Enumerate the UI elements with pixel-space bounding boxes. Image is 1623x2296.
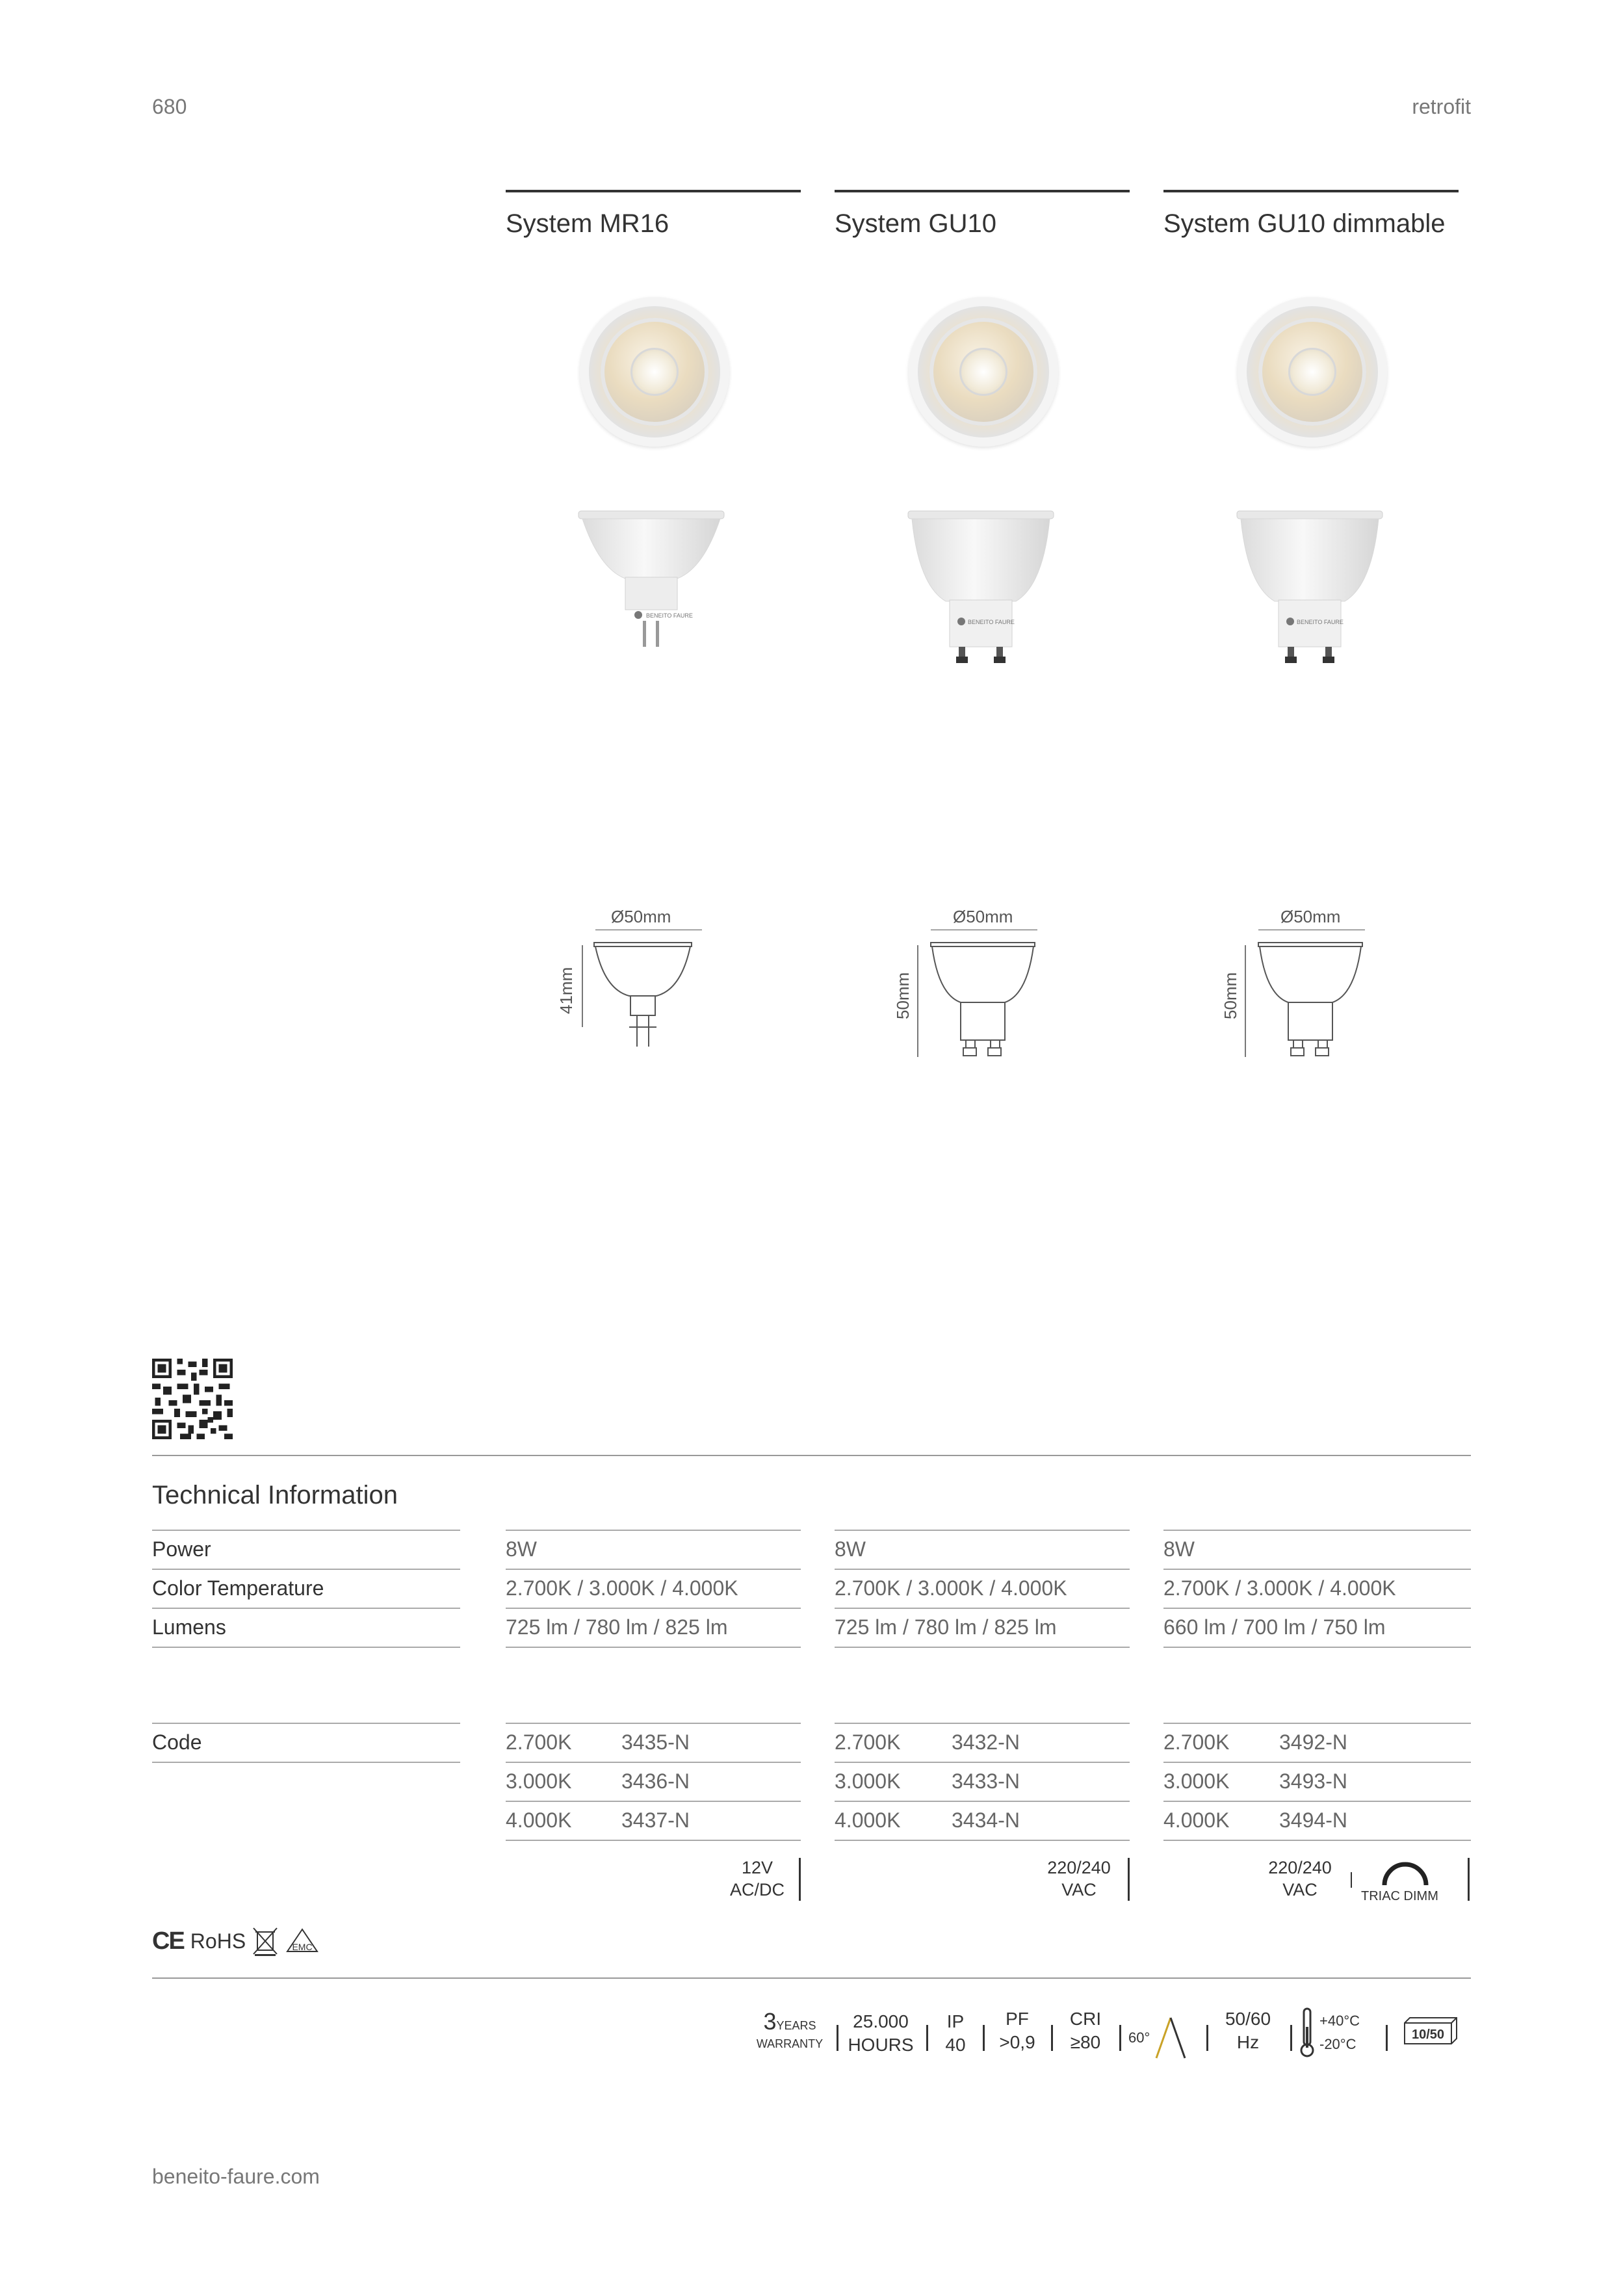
diameter-label-gu10-dimmable: Ø50mm — [1280, 907, 1341, 926]
code-row-mr16-4000: 4.000K 3437-N — [506, 1801, 801, 1840]
footer-url[interactable]: beneito-faure.com — [152, 2165, 320, 2188]
dimmer-icon — [1379, 1858, 1431, 1890]
code-row-mr16-2700: 2.700K 3435-N — [506, 1723, 801, 1762]
height-label-mr16: 41mm — [556, 967, 576, 1014]
dimension-drawing-mr16 — [578, 930, 702, 1066]
value-power-mr16: 8W — [506, 1530, 801, 1569]
dimension-drawing-gu10 — [910, 930, 1040, 1066]
value-power-gu10-dimmable: 8W — [1163, 1530, 1471, 1569]
operating-temperature-spec: +40°C -20°C — [1300, 2007, 1378, 2058]
lamp-side-view-mr16 — [573, 507, 736, 657]
rohs-mark: RoHS — [190, 1929, 246, 1953]
dimming-label: TRIAC DIMM — [1361, 1889, 1438, 1903]
qr-code-icon[interactable] — [152, 1359, 233, 1439]
lifetime-hours-spec: 25.000 HOURS — [848, 2011, 914, 2055]
height-label-gu10: 50mm — [893, 972, 913, 1019]
svg-text:10/50: 10/50 — [1411, 2028, 1445, 2042]
lamp-brand-text: BENEITO FAURE — [646, 612, 693, 619]
label-lumens: Lumens — [152, 1608, 460, 1647]
code-row-gu10-dimmable-4000: 4.000K 3494-N — [1163, 1801, 1471, 1840]
beam-angle-icon — [1152, 2015, 1189, 2061]
lamp-brand-text: BENEITO FAURE — [1297, 619, 1344, 625]
section-name: retrofit — [1412, 95, 1471, 118]
lamp-top-view-gu10 — [909, 297, 1058, 447]
value-color-temperature-mr16: 2.700K / 3.000K / 4.000K — [506, 1569, 801, 1608]
lamp-brand-text: BENEITO FAURE — [968, 619, 1015, 625]
column-rule-gu10-dimmable — [1163, 190, 1459, 192]
label-color-temperature: Color Temperature — [152, 1569, 460, 1608]
code-row-gu10-4000: 4.000K 3434-N — [835, 1801, 1130, 1840]
code-row-gu10-dimmable-2700: 2.700K 3492-N — [1163, 1723, 1471, 1762]
cri-spec: CRI ≥80 — [1069, 2009, 1102, 2052]
frequency-spec: 50/60 Hz — [1225, 2009, 1271, 2052]
label-power: Power — [152, 1530, 460, 1569]
ip-rating-spec: IP 40 — [945, 2011, 966, 2055]
column-title-gu10-dimmable: System GU10 dimmable — [1163, 209, 1446, 238]
code-row-mr16-3000: 3.000K 3436-N — [506, 1762, 801, 1801]
column-title-gu10: System GU10 — [835, 209, 996, 238]
lamp-side-view-gu10-dimmable — [1234, 507, 1390, 683]
lamp-side-view-gu10 — [905, 507, 1061, 683]
code-row-gu10-2700: 2.700K 3432-N — [835, 1723, 1130, 1762]
voltage-mr16: 12V AC/DC — [729, 1858, 785, 1899]
thermometer-icon — [1300, 2007, 1314, 2058]
certifications — [152, 1923, 320, 1959]
value-lumens-gu10-dimmable: 660 lm / 700 lm / 750 lm — [1163, 1608, 1471, 1647]
warranty-spec: 3YEARS WARRANTY — [756, 2008, 824, 2050]
voltage-gu10-dimmable: 220/240 VAC — [1268, 1858, 1332, 1899]
code-row-gu10-3000: 3.000K 3433-N — [835, 1762, 1130, 1801]
technical-divider — [152, 1455, 1471, 1456]
label-code: Code — [152, 1723, 460, 1762]
impact-resistance-spec — [1397, 2015, 1462, 2051]
column-rule-gu10 — [835, 190, 1130, 192]
value-power-gu10: 8W — [835, 1530, 1130, 1569]
value-lumens-mr16: 725 lm / 780 lm / 825 lm — [506, 1608, 801, 1647]
code-row-gu10-dimmable-3000: 3.000K 3493-N — [1163, 1762, 1471, 1801]
diameter-label-mr16: Ø50mm — [611, 907, 671, 926]
value-color-temperature-gu10: 2.700K / 3.000K / 4.000K — [835, 1569, 1130, 1608]
column-rule-mr16 — [506, 190, 801, 192]
power-factor-spec: PF >0,9 — [999, 2009, 1035, 2052]
emc-mark — [285, 1925, 320, 1957]
voltage-gu10: 220/240 VAC — [1047, 1858, 1111, 1899]
value-lumens-gu10: 725 lm / 780 lm / 825 lm — [835, 1608, 1130, 1647]
lamp-top-view-mr16 — [580, 297, 729, 447]
ce-mark: CE — [152, 1927, 184, 1955]
height-label-gu10-dimmable: 50mm — [1221, 972, 1240, 1019]
box-icon — [1401, 2015, 1459, 2045]
diameter-label-gu10: Ø50mm — [953, 907, 1013, 926]
svg-text:EMC: EMC — [292, 1942, 313, 1952]
crossed-bin-icon — [252, 1925, 278, 1957]
value-color-temperature-gu10-dimmable: 2.700K / 3.000K / 4.000K — [1163, 1569, 1471, 1608]
lamp-top-view-gu10-dimmable — [1238, 297, 1387, 447]
page-number: 680 — [152, 95, 187, 118]
dimension-drawing-gu10-dimmable — [1238, 930, 1368, 1066]
specs-divider — [152, 1977, 1471, 1979]
column-title-mr16: System MR16 — [506, 209, 669, 238]
technical-title: Technical Information — [152, 1481, 398, 1509]
beam-angle-spec: 60° — [1128, 2015, 1200, 2061]
